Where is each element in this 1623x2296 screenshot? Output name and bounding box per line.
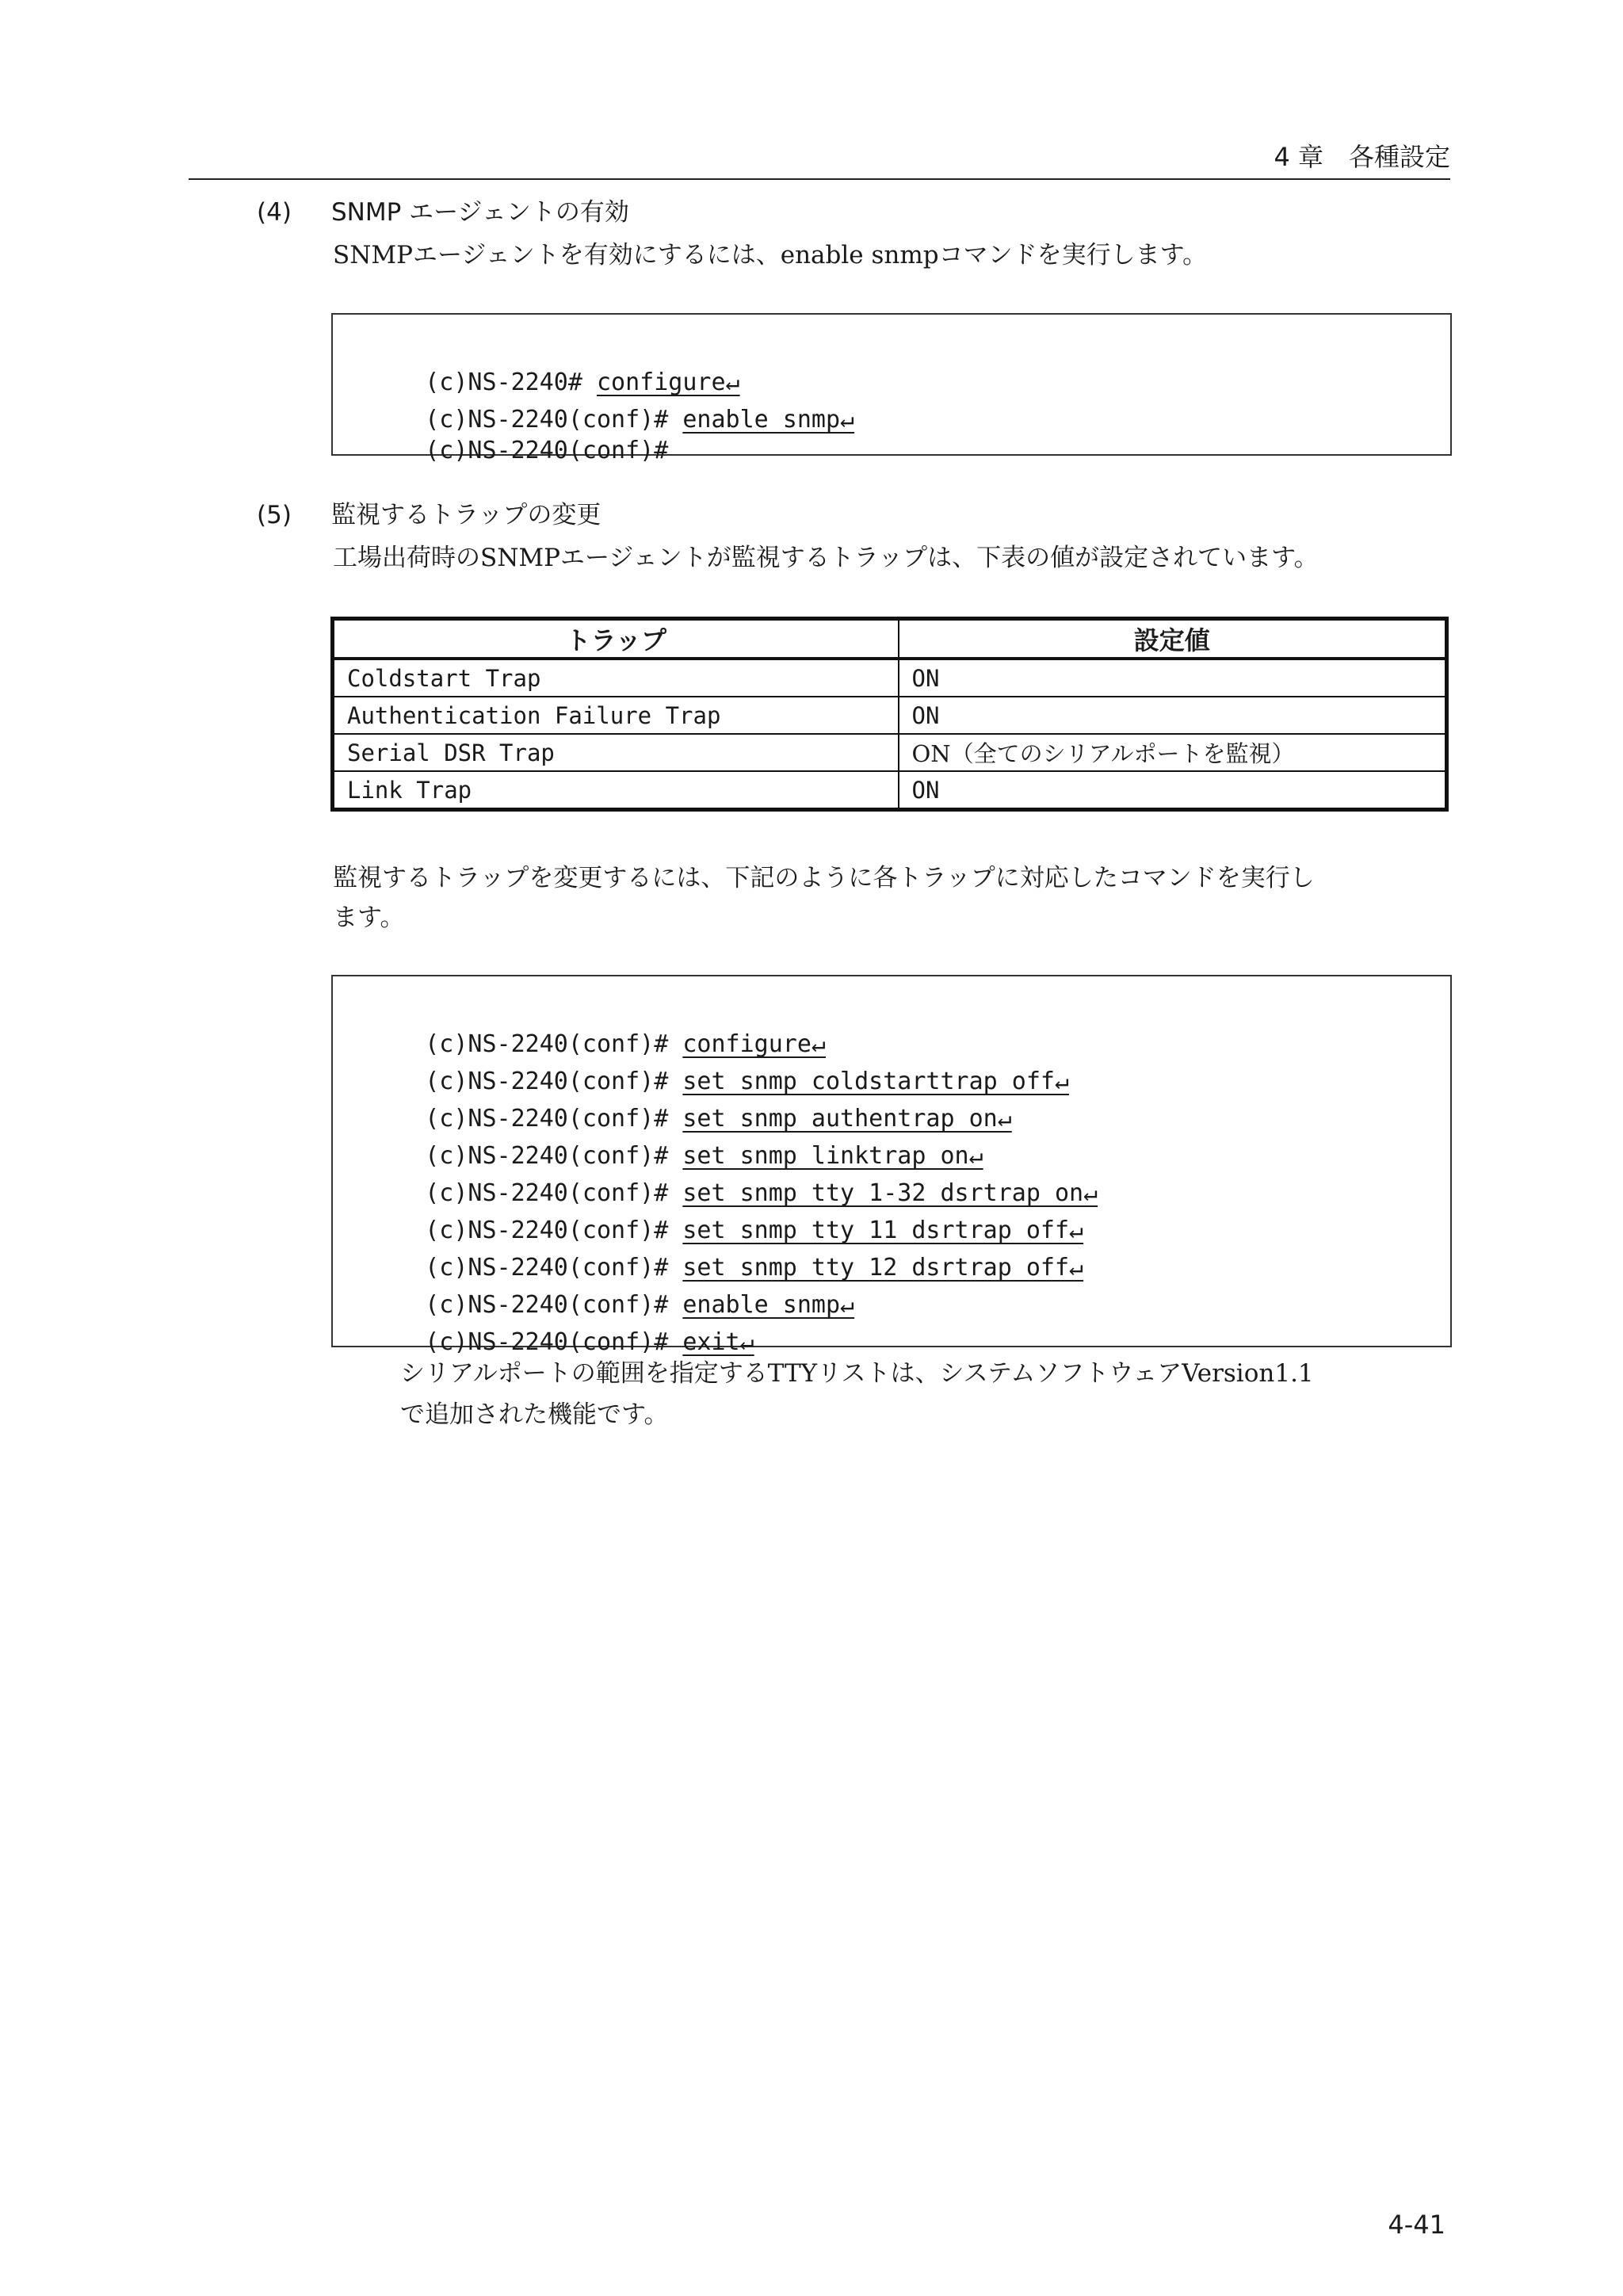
chapter-title: 4 章 各種設定 <box>1274 142 1450 172</box>
table-row <box>333 697 1447 734</box>
instruction-line: 監視するトラップを変更するには、下記のように各トラップに対応したコマンドを実行し <box>333 864 1315 892</box>
trap-settings-table <box>330 617 1449 812</box>
page-number: 4-41 <box>1388 2210 1445 2240</box>
command-input: set snmp coldstarttrap off↵ <box>682 1068 1070 1095</box>
trap-value: ON <box>899 659 1447 697</box>
trap-name: Coldstart Trap <box>333 659 899 697</box>
command-input: configure↵ <box>597 369 740 396</box>
prompt: (c)NS-2240(conf)# <box>425 1254 683 1282</box>
section-title: SNMP エージェントの有効 <box>331 198 629 227</box>
command-box-enable-snmp <box>331 313 1452 464</box>
trap-value: ON（全てのシリアルポートを監視） <box>899 734 1447 771</box>
section-number: (5) <box>257 501 292 529</box>
prompt: (c)NS-2240(conf)# <box>425 1030 683 1058</box>
prompt: (c)NS-2240(conf)# <box>425 1142 683 1170</box>
column-header-value: 設定値 <box>899 619 1447 659</box>
section-5-instruction <box>333 858 1458 938</box>
prompt: (c)NS-2240(conf)# <box>425 1105 683 1133</box>
table-row <box>333 734 1447 771</box>
trap-value: ON <box>899 771 1447 810</box>
table-header-row <box>333 619 1447 659</box>
prompt: (c)NS-2240(conf)# <box>425 406 683 434</box>
command-line <box>368 403 668 499</box>
command-input: set snmp linktrap on↵ <box>682 1142 983 1170</box>
instruction-line: ます。 <box>333 904 405 932</box>
command-input: set snmp tty 12 dsrtrap off↵ <box>682 1254 1084 1282</box>
trap-value: ON <box>899 697 1447 734</box>
chapter-header <box>189 139 1450 180</box>
section-title: 監視するトラップの変更 <box>331 501 601 529</box>
command-input: enable snmp↵ <box>682 406 855 434</box>
table-row <box>333 771 1447 810</box>
prompt: (c)NS-2240(conf)# <box>425 1328 683 1356</box>
section-4-description: SNMPエージェントを有効にするには、enable snmpコマンドを実行します。 <box>333 241 1208 269</box>
column-header-trap: トラップ <box>333 619 899 659</box>
trap-name: Serial DSR Trap <box>333 734 899 771</box>
section-5-description: 工場出荷時のSNMPエージェントが監視するトラップは、下表の値が設定されています。 <box>333 544 1319 572</box>
version-note <box>400 1353 1462 1435</box>
command-input: configure↵ <box>682 1030 826 1058</box>
command-input: set snmp tty 1-32 dsrtrap on↵ <box>682 1179 1098 1207</box>
command-input: exit↵ <box>682 1328 754 1356</box>
command-input: set snmp authentrap on↵ <box>682 1105 1012 1133</box>
note-line: シリアルポートの範囲を指定するTTYリストは、システムソフトウェアVersion1.1 <box>400 1359 1314 1388</box>
command-input: set snmp tty 11 dsrtrap off↵ <box>682 1217 1084 1244</box>
command-input: enable snmp↵ <box>682 1291 855 1319</box>
prompt: (c)NS-2240(conf)# <box>425 437 669 464</box>
table-row <box>333 659 1447 697</box>
trap-name: Link Trap <box>333 771 899 810</box>
command-box-change-traps <box>331 975 1452 1356</box>
prompt: (c)NS-2240(conf)# <box>425 1179 683 1207</box>
prompt: (c)NS-2240(conf)# <box>425 1068 683 1095</box>
section-number: (4) <box>257 198 292 227</box>
prompt: (c)NS-2240# <box>425 369 597 396</box>
prompt: (c)NS-2240(conf)# <box>425 1217 683 1244</box>
trap-name: Authentication Failure Trap <box>333 697 899 734</box>
note-line: で追加された機能です。 <box>400 1400 669 1429</box>
prompt: (c)NS-2240(conf)# <box>425 1291 683 1319</box>
